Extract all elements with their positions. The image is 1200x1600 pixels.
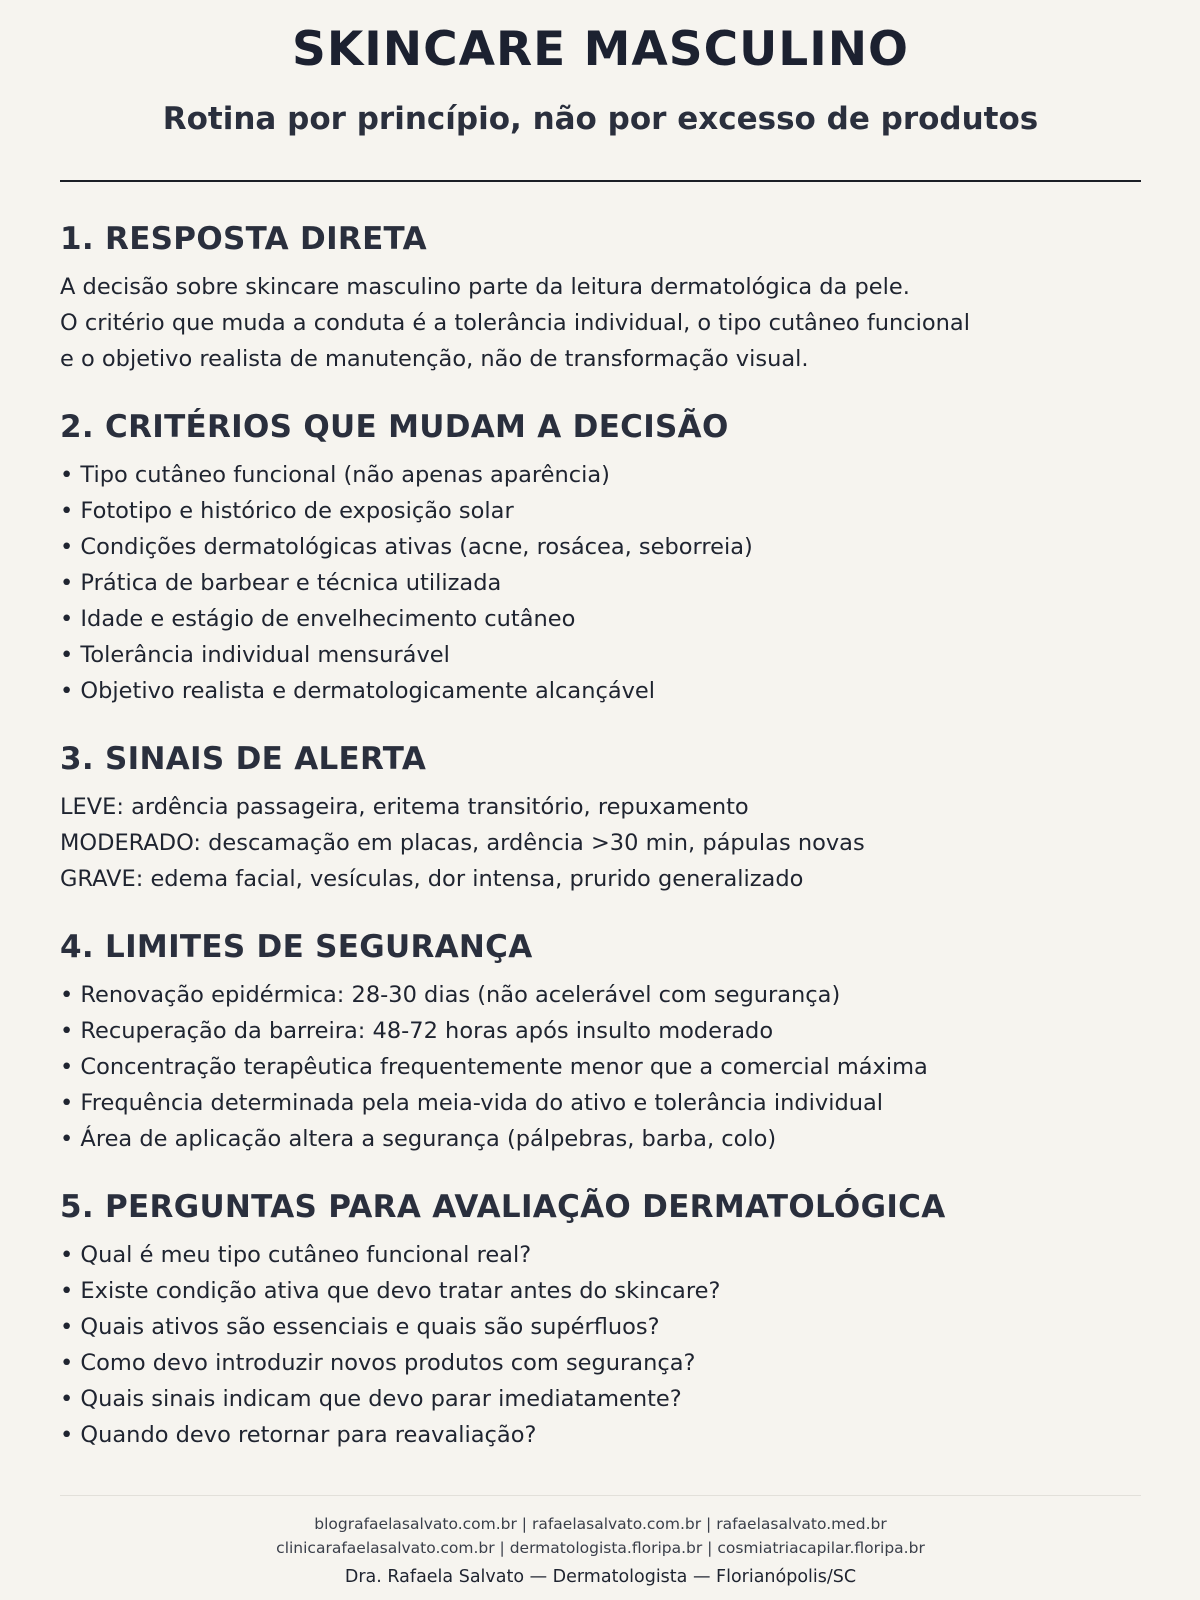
list-item: • Fototipo e histórico de exposição solar (60, 498, 514, 524)
list-item: • Condições dermatológicas ativas (acne, rosácea, seborreia) (60, 534, 753, 560)
section-sinais-alerta (60, 741, 1141, 897)
section-resposta-direta (60, 221, 1141, 377)
list-item: • Concentração terapêutica frequentemente menor que a comercial máxima (60, 1054, 928, 1080)
section-heading: 1. RESPOSTA DIRETA (60, 221, 427, 257)
alert-level-line: MODERADO: descamação em placas, ardência >30 min, pápulas novas (60, 830, 865, 856)
footer-signature: Dra. Rafaela Salvato — Dermatologista — Florianópolis/SC (344, 1567, 857, 1587)
paragraph-line: A decisão sobre skincare masculino parte da leitura dermatológica da pele. (60, 274, 910, 300)
paragraph-line: e o objetivo realista de manutenção, não de transformação visual. (60, 346, 809, 372)
paragraph-line: O critério que muda a conduta é a tolerância individual, o tipo cutâneo funcional (60, 310, 970, 336)
footer-divider (60, 1495, 1141, 1496)
footer (60, 1512, 1141, 1591)
list-item: • Prática de barbear e técnica utilizada (60, 570, 502, 596)
document-page (60, 0, 1141, 1600)
list-item: • Frequência determinada pela meia-vida do ativo e tolerância individual (60, 1090, 884, 1116)
list-item: • Quando devo retornar para reavaliação? (60, 1422, 537, 1448)
list-item: • Renovação epidérmica: 28-30 dias (não acelerável com segurança) (60, 982, 841, 1008)
alert-level-line: GRAVE: edema facial, vesículas, dor intensa, prurido generalizado (60, 866, 804, 892)
list-item: • Objetivo realista e dermatologicamente alcançável (60, 678, 656, 704)
section-criterios (60, 409, 1141, 709)
page-subtitle: Rotina por princípio, não por excesso de produtos (162, 101, 1039, 137)
alert-level-line: LEVE: ardência passageira, eritema transitório, repuxamento (60, 794, 749, 820)
list-item: • Recuperação da barreira: 48-72 horas após insulto moderado (60, 1018, 774, 1044)
list-item: • Tolerância individual mensurável (60, 642, 450, 668)
section-heading: 5. PERGUNTAS PARA AVALIAÇÃO DERMATOLÓGICA (60, 1189, 946, 1225)
list-item: • Tipo cutâneo funcional (não apenas aparência) (60, 462, 610, 488)
list-item: • Área de aplicação altera a segurança (pálpebras, barba, colo) (60, 1126, 777, 1152)
section-limites-seguranca (60, 929, 1141, 1157)
list-item: • Idade e estágio de envelhecimento cutâneo (60, 606, 576, 632)
section-perguntas (60, 1189, 1141, 1453)
list-item: • Quais ativos são essenciais e quais são supérfluos? (60, 1314, 660, 1340)
footer-links-line: blografaelasalvato.com.br | rafaelasalvato.com.br | rafaelasalvato.med.br (314, 1515, 887, 1533)
list-item: • Existe condição ativa que devo tratar antes do skincare? (60, 1278, 721, 1304)
section-heading: 4. LIMITES DE SEGURANÇA (60, 929, 533, 965)
footer-links-line: clinicarafaelasalvato.com.br | dermatologista.floripa.br | cosmiatriacapilar.floripa.br (276, 1539, 925, 1557)
header-divider (60, 180, 1141, 182)
section-heading: 3. SINAIS DE ALERTA (60, 741, 427, 777)
list-item: • Como devo introduzir novos produtos com segurança? (60, 1350, 696, 1376)
list-item: • Qual é meu tipo cutâneo funcional real? (60, 1242, 532, 1268)
section-heading: 2. CRITÉRIOS QUE MUDAM A DECISÃO (60, 409, 729, 445)
list-item: • Quais sinais indicam que devo parar imediatamente? (60, 1386, 682, 1412)
page-title: SKINCARE MASCULINO (292, 22, 909, 77)
